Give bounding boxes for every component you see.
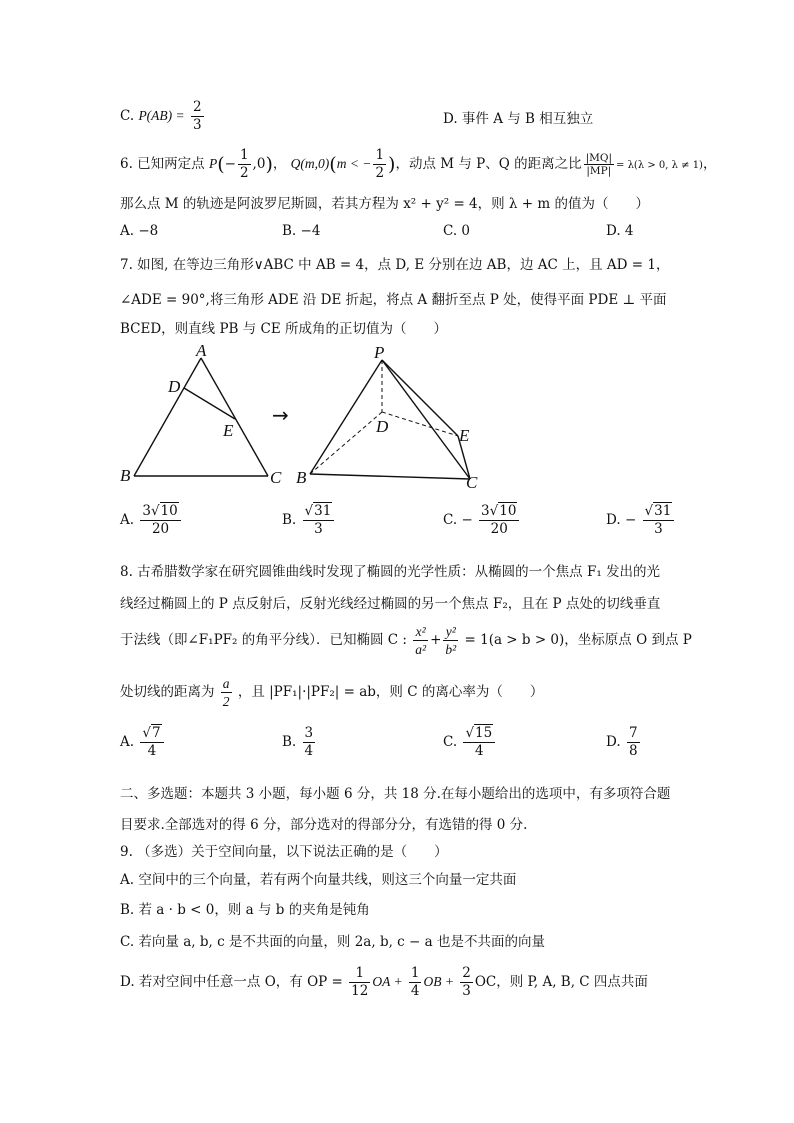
q9-d-t1: OA + [372, 974, 403, 989]
q7-stem-line1: 7. 如图, 在等边三角形∨ABC 中 AB = 4，点 D, E 分别在边 AB，边 AC 上，且 AD = 1， [120, 257, 670, 273]
q9-d-frac3 [460, 965, 473, 1000]
q5-c-fraction [191, 99, 204, 134]
q6-mid-text: ，动点 M 与 P、Q 的距离之比 [395, 156, 582, 172]
q9-d-d2: 4 [410, 983, 420, 999]
q7-c-label: C. [443, 512, 458, 528]
q6-cond-prefix: m < − [336, 156, 372, 171]
q8-line4-num: a [222, 676, 230, 691]
q9-d-n2: 1 [410, 965, 420, 981]
q9-option-b: B. 若 a · b < 0，则 a 与 b 的夹角是钝角 [120, 902, 370, 918]
q8-stem-line1: 8. 古希腊数学家在研究圆锥曲线时发现了椭圆的光学性质：从椭圆的一个焦点 F₁ 发出的光 [120, 564, 661, 580]
q7-a-den: 20 [151, 521, 170, 537]
q7-b-den: 3 [314, 521, 323, 537]
q8-b-label: B. [282, 734, 297, 750]
q8-stem-line3: 于法线（即∠F₁PF₂ 的角平分线）．已知椭圆 C : $\frac{\text{x²}}{\text{a²}}$ + $\frac{\text{y²}}{\text{b²}}$ = 1(a > b > 0)，坐标原点 O 到点 P [120, 624, 692, 657]
q9-stem: 9. （多选）关于空间向量，以下说法正确的是（ ） [120, 844, 448, 860]
q9-d-n3: 2 [462, 965, 471, 981]
q9-option-a: A. 空间中的三个向量，若有两个向量共线，则这三个向量一定共面 [120, 872, 517, 888]
q6-q-point: Q(m,0) [290, 156, 330, 171]
fig-label-p: P [374, 343, 385, 362]
fig-right-pb [310, 360, 382, 474]
q9-d-d1: 12 [351, 983, 369, 999]
q8-option-a [120, 725, 166, 760]
q8-b-den: 4 [304, 743, 314, 759]
fig-label-c2: C [466, 473, 478, 490]
q8-x2: x² [413, 623, 428, 641]
q6-stem-prefix: 6. 已知两定点 [120, 156, 205, 172]
q8-c-label: C. [443, 734, 458, 750]
fig-right-pe [382, 360, 458, 436]
q8-option-c [443, 725, 497, 760]
q6-ratio-frac [584, 152, 614, 177]
fig-label-b: B [120, 466, 131, 485]
q8-c-den: 4 [475, 743, 484, 759]
q6-p-den: 2 [239, 165, 249, 181]
q7-b-frac: $\frac{√31}{3}$ [303, 503, 335, 538]
q8-a2: a² [415, 642, 427, 657]
q6-cond-den: 2 [375, 165, 385, 181]
fig-label-c: C [270, 468, 282, 487]
q7-b-rad: 31 [314, 503, 332, 519]
q6-ratio-den: |MP| [586, 165, 612, 177]
q7-option-b [282, 503, 336, 538]
q6-p-frac [238, 147, 251, 182]
q8-option-d [606, 725, 642, 760]
q5-c-den: 3 [192, 117, 202, 133]
fig-right-bc [310, 474, 470, 479]
fig-label-b2: B [296, 468, 307, 487]
q8-line4-a: 处切线的距离为 [120, 684, 215, 700]
q6-ratio-num: |MQ| [585, 152, 613, 164]
q7-figure [110, 340, 510, 490]
q9-option-c: C. 若向量 a, b, c 是不共面的向量，则 2a, b, c − a 也是不共面的向量 [120, 934, 545, 950]
section2-line1: 二、多选题：本题共 3 小题，每小题 6 分，共 18 分.在每小题给出的选项中，有多项符合题 [120, 786, 671, 802]
q7-a-coef: 3 [142, 503, 151, 519]
q6-stem-line1: 6. 已知两定点 P(− $\frac{1}{2}$ ,0)， Q(m,0)(m < − $\frac{1}{2}$ )，动点 M 与 P、Q 的距离之比 $\frac{|MQ|}{|MP|}$ = λ(λ > 0, λ ≠ 1)， [120, 147, 717, 181]
q7-c-rad: 10 [499, 503, 517, 519]
q8-line4-den: 2 [222, 694, 230, 709]
q9-d-frac1 [349, 965, 370, 1000]
q9-d-t3: OC，则 P, A, B, C 四点共面 [474, 974, 648, 990]
q5-c-label: C. [120, 108, 135, 124]
fig-label-d2: D [376, 417, 389, 436]
q8-a-frac: $\frac{√7}{4}$ [140, 725, 163, 760]
q6-p-num: 1 [239, 147, 249, 163]
q8-a-rad: 7 [151, 725, 161, 741]
q6-stem-line2: 那么点 M 的轨迹是阿波罗尼斯圆，若其方程为 x² + y² = 4，则 λ + m 的值为（ ） [120, 196, 649, 212]
fig-label-a: A [196, 341, 207, 360]
q8-d-frac [627, 725, 640, 760]
q8-d-label: D. [606, 734, 621, 750]
q7-option-c [443, 503, 521, 538]
section2-line2: 目要求.全部选对的得 6 分，部分选对的得部分分，有选错的得 0 分. [120, 817, 528, 833]
q8-stem-line4 [120, 675, 543, 710]
q7-d-sign: − [624, 512, 637, 528]
q9-d-n1: 1 [349, 965, 370, 983]
q7-c-frac: $\frac{3√10}{20}$ [479, 503, 519, 538]
q9-d-prefix: D. 若对空间中任意一点 O，有 OP = [120, 974, 343, 990]
q9-d-d3: 3 [462, 983, 471, 999]
q7-a-label: A. [120, 512, 135, 528]
q8-b-num: 3 [304, 725, 314, 741]
fig-label-e: E [223, 421, 234, 440]
q8-d-den: 8 [628, 743, 638, 759]
q8-stem-line2: 线经过椭圆上的 P 点反射后，反射光线经过椭圆的另一个焦点 F₂，且在 P 点处的切线垂直 [120, 596, 661, 612]
q8-line4-b: ，且 |PF₁|·|PF₂| = ab，则 C 的离心率为（ ） [237, 684, 544, 700]
q8-a-den: 4 [147, 743, 157, 759]
q6-option-c: C. 0 [443, 223, 471, 239]
q7-c-sign: − [461, 512, 473, 528]
q7-d-rad: 31 [654, 503, 672, 519]
q8-a-label: A. [120, 734, 135, 750]
q8-option-b [282, 725, 317, 760]
fig-right-db [310, 412, 382, 474]
q8-b2: b² [445, 642, 457, 657]
q8-c-frac: $\frac{√15}{4}$ [463, 725, 495, 760]
q9-d-t2: OB + [423, 974, 454, 989]
fig-label-e2: E [459, 426, 470, 445]
fig-left-ab [134, 358, 201, 476]
q6-ratio-tail: = λ(λ > 0, λ ≠ 1) [616, 160, 703, 171]
fig-arrow-icon: → [272, 403, 289, 427]
q5-c-expr: P(AB) = [138, 108, 185, 123]
fig-label-d: D [168, 377, 181, 396]
q6-p-point: P [208, 156, 218, 171]
q7-a-rad: 10 [160, 503, 178, 519]
q6-cond-frac [373, 147, 386, 182]
q7-d-frac: $\frac{√31}{3}$ [643, 503, 675, 538]
q8-line4-frac [221, 675, 232, 710]
q7-option-a [120, 503, 183, 538]
q7-stem-line3: BCED，则直线 PB 与 CE 所成角的正切值为（ ） [120, 321, 448, 337]
q8-y2: y² [443, 623, 458, 641]
q7-d-label: D. [606, 512, 621, 528]
q6-option-d: D. 4 [606, 223, 634, 239]
q6-p-tail: ,0 [252, 156, 266, 172]
q5-option-d: D. 事件 A 与 B 相互独立 [443, 111, 594, 127]
q6-option-a: A. −8 [120, 223, 159, 239]
q5-option-c [120, 99, 206, 134]
q7-a-frac: $\frac{3√10}{20}$ [140, 503, 180, 538]
q9-option-d [120, 965, 648, 1000]
q5-c-num: 2 [192, 99, 202, 115]
q7-c-den: 20 [490, 521, 508, 537]
q8-line3-b: = 1(a > b > 0)，坐标原点 O 到点 P [464, 632, 692, 648]
q6-option-b: B. −4 [282, 223, 321, 239]
q7-stem-line2: ∠ADE = 90°,将三角形 ADE 沿 DE 折起，将点 A 翻折至点 P 处，使得平面 PDE ⊥ 平面 [120, 292, 667, 308]
q7-d-den: 3 [654, 521, 663, 537]
q8-c-rad: 15 [475, 725, 493, 741]
q7-c-coef: 3 [481, 503, 490, 519]
q8-b-frac [303, 725, 316, 760]
q8-x-frac [413, 623, 428, 658]
q6-cond-num: 1 [375, 147, 385, 163]
q7-option-d [606, 503, 676, 538]
q9-d-frac2 [409, 965, 422, 1000]
q8-d-num: 7 [628, 725, 638, 741]
q8-line3-a: 于法线（即∠F₁PF₂ 的角平分线）．已知椭圆 C : [120, 632, 407, 648]
fig-left-ac [201, 358, 268, 476]
fig-right-pc [382, 360, 470, 479]
q8-y-frac [443, 623, 458, 658]
q7-b-label: B. [282, 512, 297, 528]
